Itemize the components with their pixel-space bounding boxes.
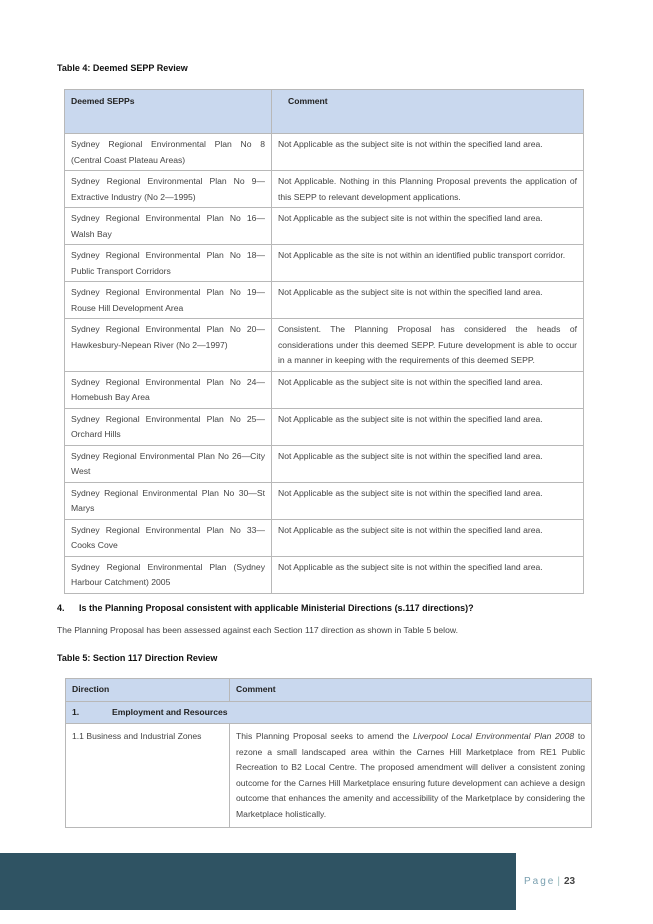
comment-cell: Not Applicable as the subject site is not within the specified land area. [272,282,584,319]
comment-cell: Not Applicable as the subject site is not within the specified land area. [272,408,584,445]
comment-plan-name: Liverpool Local Environmental Plan 2008 [412,731,575,741]
section-117-table [65,678,592,828]
deemed-sepp-table [64,89,584,594]
section-row [66,701,592,724]
sepp-name-cell: Sydney Regional Environmental Plan No 20—Hawkesbury-Nepean River (No 2—1997) [65,319,272,372]
comment-cell: Not Applicable as the subject site is not within the specified land area. [272,556,584,593]
table-row [65,171,584,208]
comment-cell: Consistent. The Planning Proposal has considered the heads of considerations under this deemed SEPP. Future development is able to occur in a manner in keeping with the requirements of this deemed SEPP. [272,319,584,372]
sepp-name-cell: Sydney Regional Environmental Plan No 18—Public Transport Corridors [65,245,272,282]
table-row [65,371,584,408]
comment-cell: Not Applicable as the subject site is not within the specified land area. [272,134,584,171]
table5-caption: Table 5: Section 117 Direction Review [57,653,218,663]
table4-body [65,134,584,594]
table-row [65,519,584,556]
table-header-row [66,679,592,702]
page-number: 23 [563,876,576,887]
table-row [65,445,584,482]
sepp-name-cell: Sydney Regional Environmental Plan No 19—Rouse Hill Development Area [65,282,272,319]
comment-cell: Not Applicable as the subject site is not within the specified land area. [272,519,584,556]
section-title: Employment and Resources [112,706,228,717]
table-row [65,208,584,245]
sepp-name-cell: Sydney Regional Environmental Plan (Sydney Harbour Catchment) 2005 [65,556,272,593]
comment-text-after: to rezone a small landscaped area within the Carnes Hill Marketplace from RE1 Public Recreation to B2 Local Centre. The proposed amendment will deliver a consistent zoning outcome for the Carnes Hill Marketplace ensuring future development can achieve a design outcome that enhances the amenity and accessibility of the Marketplace by considering the Marketplace holistically. [236,731,585,819]
table-row [65,482,584,519]
section-heading [66,701,592,724]
comment-cell: Not Applicable as the subject site is not within the specified land area. [272,371,584,408]
page-separator: | [557,876,562,887]
table-header-row [65,90,584,134]
footer-band [0,853,516,910]
col-header-deemed-sepps: Deemed SEPPs [65,90,272,134]
table4-caption: Table 4: Deemed SEPP Review [57,63,188,73]
sepp-name-cell: Sydney Regional Environmental Plan No 8 (Central Coast Plateau Areas) [65,134,272,171]
comment-cell: Not Applicable as the subject site is not within the specified land area. [272,445,584,482]
table-row [65,556,584,593]
table-row [65,319,584,372]
direction-cell: 1.1 Business and Industrial Zones [66,724,230,828]
comment-cell: Not Applicable as the site is not within an identified public transport corridor. [272,245,584,282]
table-row [65,134,584,171]
question-text: Is the Planning Proposal consistent with applicable Ministerial Directions (s.117 directions)? [79,603,474,613]
question-heading [57,603,474,613]
comment-cell: Not Applicable as the subject site is not within the specified land area. [272,482,584,519]
sepp-name-cell: Sydney Regional Environmental Plan No 16—Walsh Bay [65,208,272,245]
sepp-name-cell: Sydney Regional Environmental Plan No 33—Cooks Cove [65,519,272,556]
comment-cell: Not Applicable. Nothing in this Planning Proposal prevents the application of this SEPP to relevant development applications. [272,171,584,208]
table-row [65,408,584,445]
comment-cell: Not Applicable as the subject site is not within the specified land area. [272,208,584,245]
page-label: Page [524,876,556,887]
section-number: 1. [72,706,80,717]
comment-cell [230,724,592,828]
sepp-name-cell: Sydney Regional Environmental Plan No 24—Homebush Bay Area [65,371,272,408]
col-header-comment: Comment [272,90,584,134]
col-header-direction: Direction [66,679,230,702]
page-number-label [524,876,575,887]
table-row [65,282,584,319]
sepp-name-cell: Sydney Regional Environmental Plan No 9—Extractive Industry (No 2—1995) [65,171,272,208]
sepp-name-cell: Sydney Regional Environmental Plan No 30—St Marys [65,482,272,519]
sepp-name-cell: Sydney Regional Environmental Plan No 25—Orchard Hills [65,408,272,445]
table-row [65,245,584,282]
col-header-comment: Comment [230,679,592,702]
question-number: 4. [57,603,65,613]
intro-paragraph: The Planning Proposal has been assessed against each Section 117 direction as shown in Table 5 below. [57,625,458,635]
sepp-name-cell: Sydney Regional Environmental Plan No 26—City West [65,445,272,482]
comment-text-before: This Planning Proposal seeks to amend the [236,731,413,741]
table-row [66,724,592,828]
